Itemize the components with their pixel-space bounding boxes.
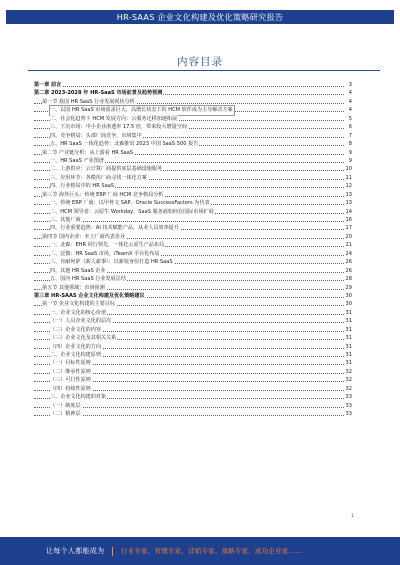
toc-entry[interactable] xyxy=(34,292,352,300)
toc-entry[interactable] xyxy=(34,317,352,325)
toc-entry[interactable] xyxy=(34,140,352,148)
toc-entry[interactable] xyxy=(34,343,352,351)
toc-entry-label: 二、社会化趋势下 HCM 发展方向：云服务迁移加速拓展 xyxy=(50,115,178,122)
toc-entry-page: 9 xyxy=(344,157,352,165)
toc-entry-label: 第一节 我国 HR SaaS 行业发展现状分析 xyxy=(42,98,135,105)
toc-entry-page: 8 xyxy=(344,140,352,148)
toc-entry-page: 20 xyxy=(345,233,352,240)
toc-entry-page: 31 xyxy=(345,360,352,367)
toc-entry-label: 二、企业文化构建原则 xyxy=(50,352,101,358)
toc-entry-label: 三、应用环节：各模块厂商寻找一体化方案 xyxy=(50,174,147,181)
toc-entry-page: 33 xyxy=(345,394,352,401)
toc-entry-page: 21 xyxy=(345,242,352,249)
toc-entry-label: 四、竞争格局：头部厂商竞争，市场集中 xyxy=(50,132,142,139)
toc-entry-label: （一）制度层 xyxy=(50,402,81,409)
toc-entry-label: 四、行业重要趋势：AI 技术赋能产品，从业人员效率提升 xyxy=(50,225,179,232)
toc-entry-page: 5 xyxy=(344,115,352,123)
toc-entry[interactable] xyxy=(34,208,352,216)
toc-entry-page: 10 xyxy=(345,166,352,173)
toc-entry-label: 第三章 HR-SAAS 企业文化构建及优化策略建议 xyxy=(34,292,145,299)
toc-entry-label: 第二节 产业链分析：从上游看 HR SaaS xyxy=(42,149,134,156)
toc-entry-page: 31 xyxy=(345,326,352,333)
toc-entry[interactable] xyxy=(34,368,352,376)
footer-slogan: 让每个人都能成为 xyxy=(46,547,105,555)
toc-entry-label: 三、其他厂商 xyxy=(50,217,81,223)
toc-entry[interactable] xyxy=(34,233,352,241)
toc-entry-label: 第四节 国内企业：本土厂商代表企业 xyxy=(42,233,126,240)
toc-entry-page: 31 xyxy=(345,352,352,358)
toc-entry[interactable] xyxy=(34,132,352,140)
toc-entry-label: 五、国内 HR SaaS 行业发展总结 xyxy=(50,276,126,283)
toc-entry[interactable] xyxy=(34,385,352,393)
toc-entry[interactable] xyxy=(34,106,352,114)
toc-entry-label: （四）持续性原则 xyxy=(50,385,91,392)
toc-entry-label: 一、以国 HR SaaS 市场需求巨大，高增长状态下的 HCM 软件成为主导解决方案 xyxy=(50,107,233,114)
toc-entry-page: 33 xyxy=(345,411,352,418)
toc-entry[interactable] xyxy=(34,359,352,367)
toc-entry-label: 一、传统 ERP 厂商：以甲骨文 SAP、Oracle SuccessFactors 为代表 xyxy=(50,200,210,207)
toc-entry-label: （二）精神层 xyxy=(50,411,81,418)
toc-entry[interactable] xyxy=(34,157,352,165)
toc-entry-page: 13 xyxy=(345,200,352,207)
toc-entry-label: （一）人员企业文化的层次 xyxy=(50,318,112,325)
toc-entry[interactable] xyxy=(34,149,352,157)
toc-entry-label: 一、北森：EHR 同行领先，一体化云原生产品布局 xyxy=(50,242,165,249)
footer-bar xyxy=(0,537,400,565)
toc-entry-page: 24 xyxy=(345,250,352,257)
toc-entry-page: 6 xyxy=(344,123,352,131)
toc-entry[interactable] xyxy=(34,376,352,384)
toc-entry-page: 26 xyxy=(345,267,352,274)
toc-entry-label: 第一章 前言 xyxy=(34,82,62,88)
toc-entry[interactable] xyxy=(34,199,352,207)
page-number: 1 xyxy=(351,514,354,519)
toc-entry-label: （一）目标性原则 xyxy=(50,360,91,367)
footer-tagline: 行业专家、管理专家、营销专家、战略专家、成功企业家...... xyxy=(121,547,303,555)
toc-entry[interactable] xyxy=(34,275,352,283)
toc-entry-label: 二、泛微：HR SaaS 市场，iTeamX 平台化布局 xyxy=(50,250,160,257)
toc-entry-page: 16 xyxy=(345,217,352,223)
toc-entry-page: 14 xyxy=(345,208,352,215)
footer-separator xyxy=(112,547,113,556)
toc-entry-page: 26 xyxy=(345,259,352,266)
toc-entry[interactable] xyxy=(34,351,352,359)
report-title: HR-SAAS 企业文化构建及优化策略研究报告 xyxy=(116,12,284,22)
toc-entry[interactable] xyxy=(34,326,352,334)
toc-entry-page: 31 xyxy=(345,309,352,316)
toc-entry[interactable] xyxy=(34,300,352,308)
toc-entry-page: 9 xyxy=(344,149,352,157)
toc-entry-label: 一、企业文化的核心价值 xyxy=(50,309,107,316)
toc-entry-label: （二）企业文化的内容 xyxy=(50,326,101,333)
toc-entry[interactable] xyxy=(34,216,352,224)
toc-entry-page: 4 xyxy=(344,98,352,106)
toc-entry-page: 30 xyxy=(345,292,352,299)
toc-entry-page: 33 xyxy=(345,402,352,409)
toc-entry[interactable] xyxy=(34,402,352,410)
toc-entry[interactable] xyxy=(34,165,352,173)
toc-entry-label: 五、HR SaaS 一体化趋势：北森推出 2023 中国 SaaS 500 报告 xyxy=(50,141,199,148)
toc-entry-page: 32 xyxy=(345,377,352,384)
toc-entry[interactable] xyxy=(34,241,352,249)
toc-entry-label: 四、其他 HR SaaS 企业 xyxy=(50,267,106,274)
toc-entry[interactable] xyxy=(34,115,352,123)
toc-entry-label: 第三节 海外巨头：传统 ERP 厂商 HCM 竞争格局分析 xyxy=(42,191,164,198)
toc-entry[interactable] xyxy=(34,89,352,97)
toc-entry-page: 7 xyxy=(344,132,352,140)
toc-entry-page: 31 xyxy=(345,318,352,325)
toc-entry-label: 二、上游供应：云计算厂商提供底层基础设施服务 xyxy=(50,166,163,173)
toc-entry[interactable] xyxy=(34,284,352,292)
toc-entry[interactable] xyxy=(34,334,352,342)
toc-entry-page: 13 xyxy=(345,191,352,198)
toc-entry-page: 11 xyxy=(345,174,352,181)
header-band xyxy=(0,0,400,32)
toc-entry-label: 四、行业格局中的 HR SaaS xyxy=(50,183,115,190)
toc-entry-page: 30 xyxy=(345,301,352,308)
toc-entry-label: 三、企业文化构建的对象 xyxy=(50,394,107,401)
toc-entry[interactable] xyxy=(34,81,352,89)
toc-entry-page: 3 xyxy=(344,81,352,89)
toc-entry-page: 4 xyxy=(344,89,352,97)
header-bar xyxy=(6,10,394,24)
toc-entry-label: 第五节 其他领域：市场预测 xyxy=(42,284,105,291)
toc-entry[interactable] xyxy=(34,258,352,266)
toc-entry-label: 三、肯耐珂萨（薪人薪事）：以新锐身份打造 HR SaaS xyxy=(50,259,173,266)
toc-entry-page: 12 xyxy=(345,183,352,190)
toc-entry[interactable] xyxy=(34,224,352,232)
table-of-contents xyxy=(34,81,352,419)
toc-entry-label: （二）继承性原则 xyxy=(50,368,91,375)
toc-heading: 内容目录 xyxy=(177,56,223,68)
toc-entry[interactable] xyxy=(34,250,352,258)
toc-entry-label: （三）可行性原则 xyxy=(50,377,91,384)
toc-entry-page: 29 xyxy=(345,284,352,291)
toc-entry-page: 32 xyxy=(345,385,352,392)
toc-entry-page: 4 xyxy=(344,106,352,114)
toc-entry[interactable] xyxy=(34,123,352,131)
toc-entry[interactable] xyxy=(34,191,352,199)
toc-entry[interactable] xyxy=(34,182,352,190)
toc-entry[interactable] xyxy=(34,410,352,418)
toc-divider xyxy=(28,70,380,71)
toc-entry[interactable] xyxy=(34,174,352,182)
toc-entry-label: 一、HR SaaS 产业图谱 xyxy=(50,157,104,164)
toc-entry[interactable] xyxy=(34,309,352,317)
toc-entry[interactable] xyxy=(34,393,352,401)
toc-entry-page: 31 xyxy=(345,335,352,342)
toc-leader-dots xyxy=(34,86,344,87)
toc-entry-page: 32 xyxy=(345,368,352,375)
toc-entry-label: 三、下沉市场：中小企业渗透率 17.5 倍，带来较大增量空间 xyxy=(50,124,187,131)
toc-entry-label: 二、HCM 领导者：云原生 Workday、SaaS 服务商如何在国际市场扩展 xyxy=(50,208,214,215)
toc-entry-page: 28 xyxy=(345,276,352,283)
toc-entry[interactable] xyxy=(34,267,352,275)
toc-entry[interactable] xyxy=(34,98,352,106)
toc-entry-label: （三）企业文化及其相关关系 xyxy=(50,335,117,342)
toc-entry-page: 31 xyxy=(345,343,352,350)
toc-entry-label: （四）企业文化的方向 xyxy=(50,343,101,350)
toc-entry-page: 17 xyxy=(345,225,352,232)
toc-entry-label: 第一节 企业文化构建的主要目标 xyxy=(42,301,115,308)
toc-entry-label: 第二章 2023-2028 年 HR-SaaS 市场前景及趋势预测 xyxy=(34,90,163,97)
